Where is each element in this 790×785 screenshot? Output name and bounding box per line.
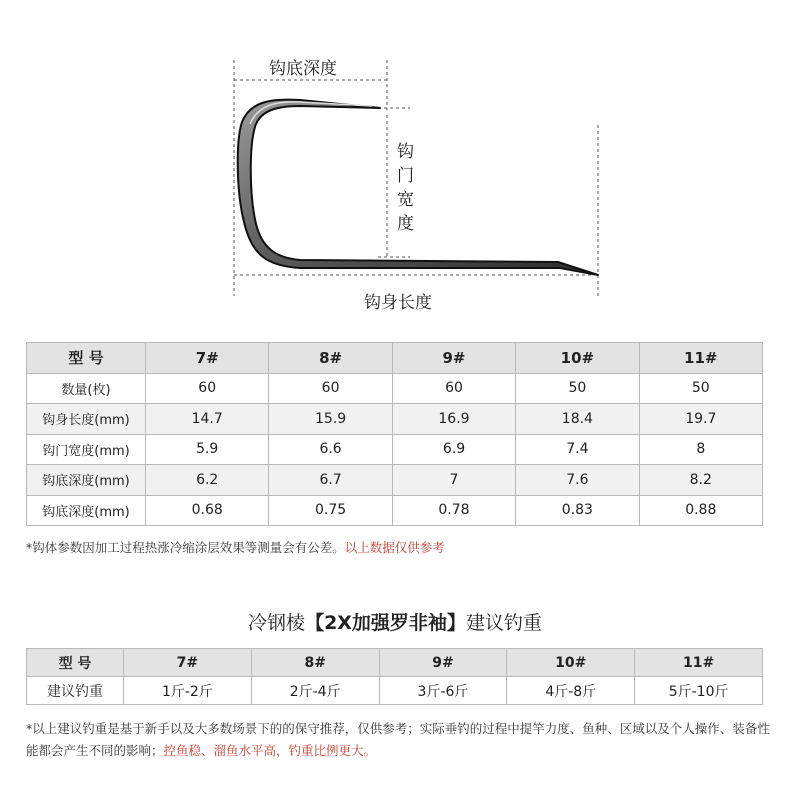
note-highlight: 以上数据仅供参考	[344, 540, 445, 555]
table-row	[27, 677, 763, 705]
hook-depth-label: 钩底深度	[269, 59, 337, 79]
header-cell: 10#	[516, 343, 639, 374]
table-cell: 0.88	[639, 495, 762, 526]
table-cell: 60	[392, 373, 515, 404]
header-cell: 型 号	[27, 343, 146, 374]
table-row	[27, 404, 763, 435]
header-cell: 11#	[635, 649, 763, 677]
table-cell: 60	[269, 373, 392, 404]
row-label: 数量(枚)	[27, 373, 146, 404]
header-cell: 10#	[507, 649, 635, 677]
note-highlight: 控鱼稳、溜鱼水平高，钓重比例更大。	[163, 743, 377, 758]
header-cell: 7#	[146, 343, 269, 374]
table-cell: 2斤-4斤	[251, 677, 379, 705]
table-cell: 16.9	[392, 404, 515, 435]
table-cell: 6.2	[146, 465, 269, 496]
hook-length-label: 钩身长度	[364, 293, 432, 313]
spec-table	[26, 342, 763, 526]
table-cell: 5.9	[146, 434, 269, 465]
table-cell: 50	[639, 373, 762, 404]
table-cell: 60	[146, 373, 269, 404]
table-cell: 7.6	[516, 465, 639, 496]
hook-drawing	[0, 0, 790, 320]
table-row	[27, 495, 763, 526]
hook-outline	[238, 100, 598, 275]
hook-gap-label: 钩 门 宽 度	[397, 142, 414, 234]
header-cell: 8#	[269, 343, 392, 374]
header-cell: 8#	[251, 649, 379, 677]
table-cell: 6.9	[392, 434, 515, 465]
table-cell: 0.83	[516, 495, 639, 526]
weight-note	[26, 718, 776, 762]
table-row	[27, 434, 763, 465]
table-cell: 3斤-6斤	[379, 677, 507, 705]
row-label: 钩门宽度(mm)	[27, 434, 146, 465]
note-text: *以上建议钓重是基于新手以及大多数场景下的的保守推荐，仅供参考；实际垂钓的过程中提竿力度、鱼种、区域以及个人操作、装备性能都会产生不同的影响；	[26, 721, 770, 758]
table-cell: 18.4	[516, 404, 639, 435]
table-cell: 0.78	[392, 495, 515, 526]
table-cell: 4斤-8斤	[507, 677, 635, 705]
note-text: *钩体参数因加工过程热涨冷缩涂层效果等测量会有公差。	[26, 540, 345, 555]
table-cell: 15.9	[269, 404, 392, 435]
table-header-row	[27, 343, 763, 374]
title-prefix: 冷钢棱	[248, 612, 306, 634]
header-cell: 9#	[379, 649, 507, 677]
header-cell: 11#	[639, 343, 762, 374]
table-cell: 6.7	[269, 465, 392, 496]
table-cell: 8.2	[639, 465, 762, 496]
row-label: 钩身长度(mm)	[27, 404, 146, 435]
table-cell: 50	[516, 373, 639, 404]
weight-table	[26, 648, 763, 705]
row-label: 建议钓重	[27, 677, 124, 705]
table-cell: 14.7	[146, 404, 269, 435]
table-cell: 5斤-10斤	[635, 677, 763, 705]
header-cell: 型 号	[27, 649, 124, 677]
table-cell: 1斤-2斤	[124, 677, 252, 705]
table-cell: 7	[392, 465, 515, 496]
title-product: 【2X加强罗非袖】	[305, 612, 466, 634]
table-row	[27, 465, 763, 496]
table-header-row	[27, 649, 763, 677]
table-cell: 19.7	[639, 404, 762, 435]
table-cell: 8	[639, 434, 762, 465]
row-label: 钩底深度(mm)	[27, 495, 146, 526]
header-cell: 7#	[124, 649, 252, 677]
row-label: 钩底深度(mm)	[27, 465, 146, 496]
title-suffix: 建议钓重	[465, 612, 542, 634]
table-cell: 0.68	[146, 495, 269, 526]
table-cell: 6.6	[269, 434, 392, 465]
tolerance-note	[26, 538, 445, 556]
header-cell: 9#	[392, 343, 515, 374]
hook-diagram	[0, 0, 790, 320]
table-cell: 7.4	[516, 434, 639, 465]
table-cell: 0.75	[269, 495, 392, 526]
weight-section-title	[0, 608, 790, 635]
table-row	[27, 373, 763, 404]
